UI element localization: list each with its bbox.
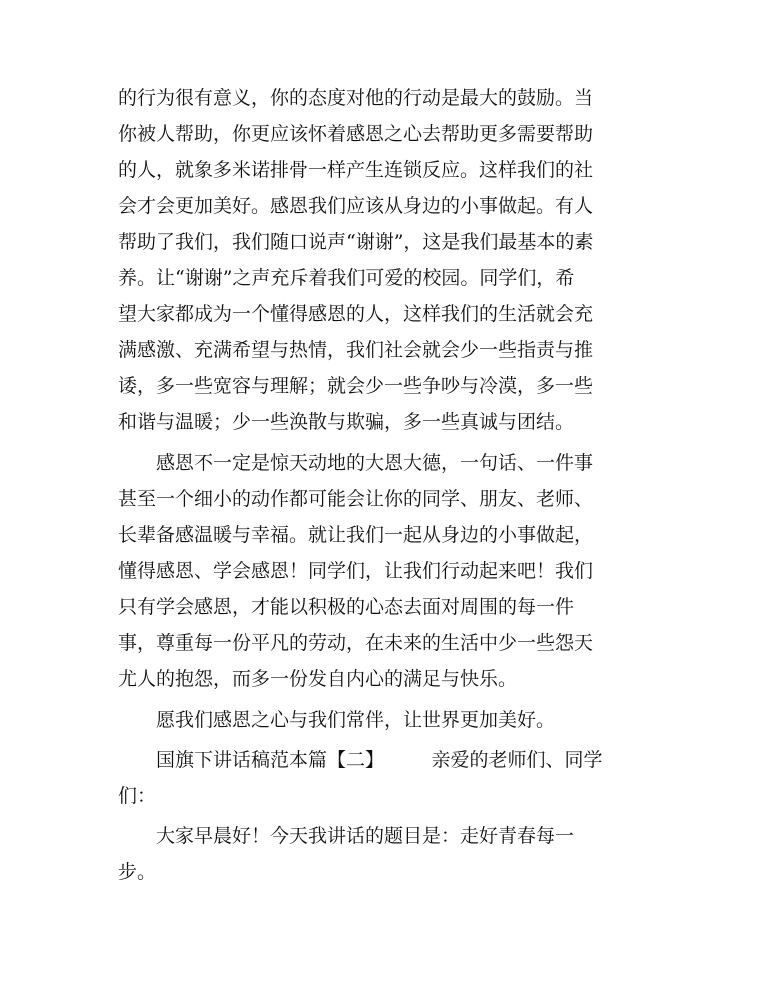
text-line: 诿，多一些宽容与理解；就会少一些争吵与冷漠，多一些 [118,375,594,397]
text-line: 满感激、充满希望与热情，我们社会就会少一些指责与推 [118,339,594,361]
text-line: 养。让“谢谢”之声充斥着我们可爱的校园。同学们，希 [118,267,575,289]
text-line: 你被人帮助，你更应该怀着感恩之心去帮助更多需要帮助 [118,123,594,145]
text-line: 国旗下讲话稿范本篇【二】 亲爱的老师们、同学 [118,749,603,771]
text-line: 们： [118,785,157,807]
text-line: 感恩不一定是惊天动地的大恩大德，一句话、一件事 [118,452,594,474]
text-line: 大家早晨好！今天我讲话的题目是：走好青春每一 [118,825,575,847]
text-line: 甚至一个细小的动作都可能会让你的同学、朋友、老师、 [118,488,594,510]
text-line: 只有学会感恩，才能以积极的心态去面对周围的每一件 [118,596,575,618]
text-line: 望大家都成为一个懂得感恩的人，这样我们的生活就会充 [118,303,594,325]
text-line: 会才会更加美好。感恩我们应该从身边的小事做起。有人 [118,195,594,217]
text-line: 的人，就象多米诺排骨一样产生连锁反应。这样我们的社 [118,159,594,181]
text-line: 愿我们感恩之心与我们常伴，让世界更加美好。 [118,709,556,731]
text-line: 尤人的抱怨，而多一份发自内心的满足与快乐。 [118,668,518,690]
text-line: 懂得感恩、学会感恩！同学们，让我们行动起来吧！我们 [118,560,594,582]
text-line: 帮助了我们，我们随口说声“谢谢”，这是我们最基本的素 [118,231,594,253]
text-line: 和谐与温暖；少一些涣散与欺骗，多一些真诚与团结。 [118,411,575,433]
text-line: 事，尊重每一份平凡的劳动，在未来的生活中少一些怨天 [118,632,594,654]
text-line: 步。 [118,861,157,883]
text-line: 长辈备感温暖与幸福。就让我们一起从身边的小事做起， [118,524,594,546]
text-line: 的行为很有意义，你的态度对他的行动是最大的鼓励。当 [118,87,594,109]
